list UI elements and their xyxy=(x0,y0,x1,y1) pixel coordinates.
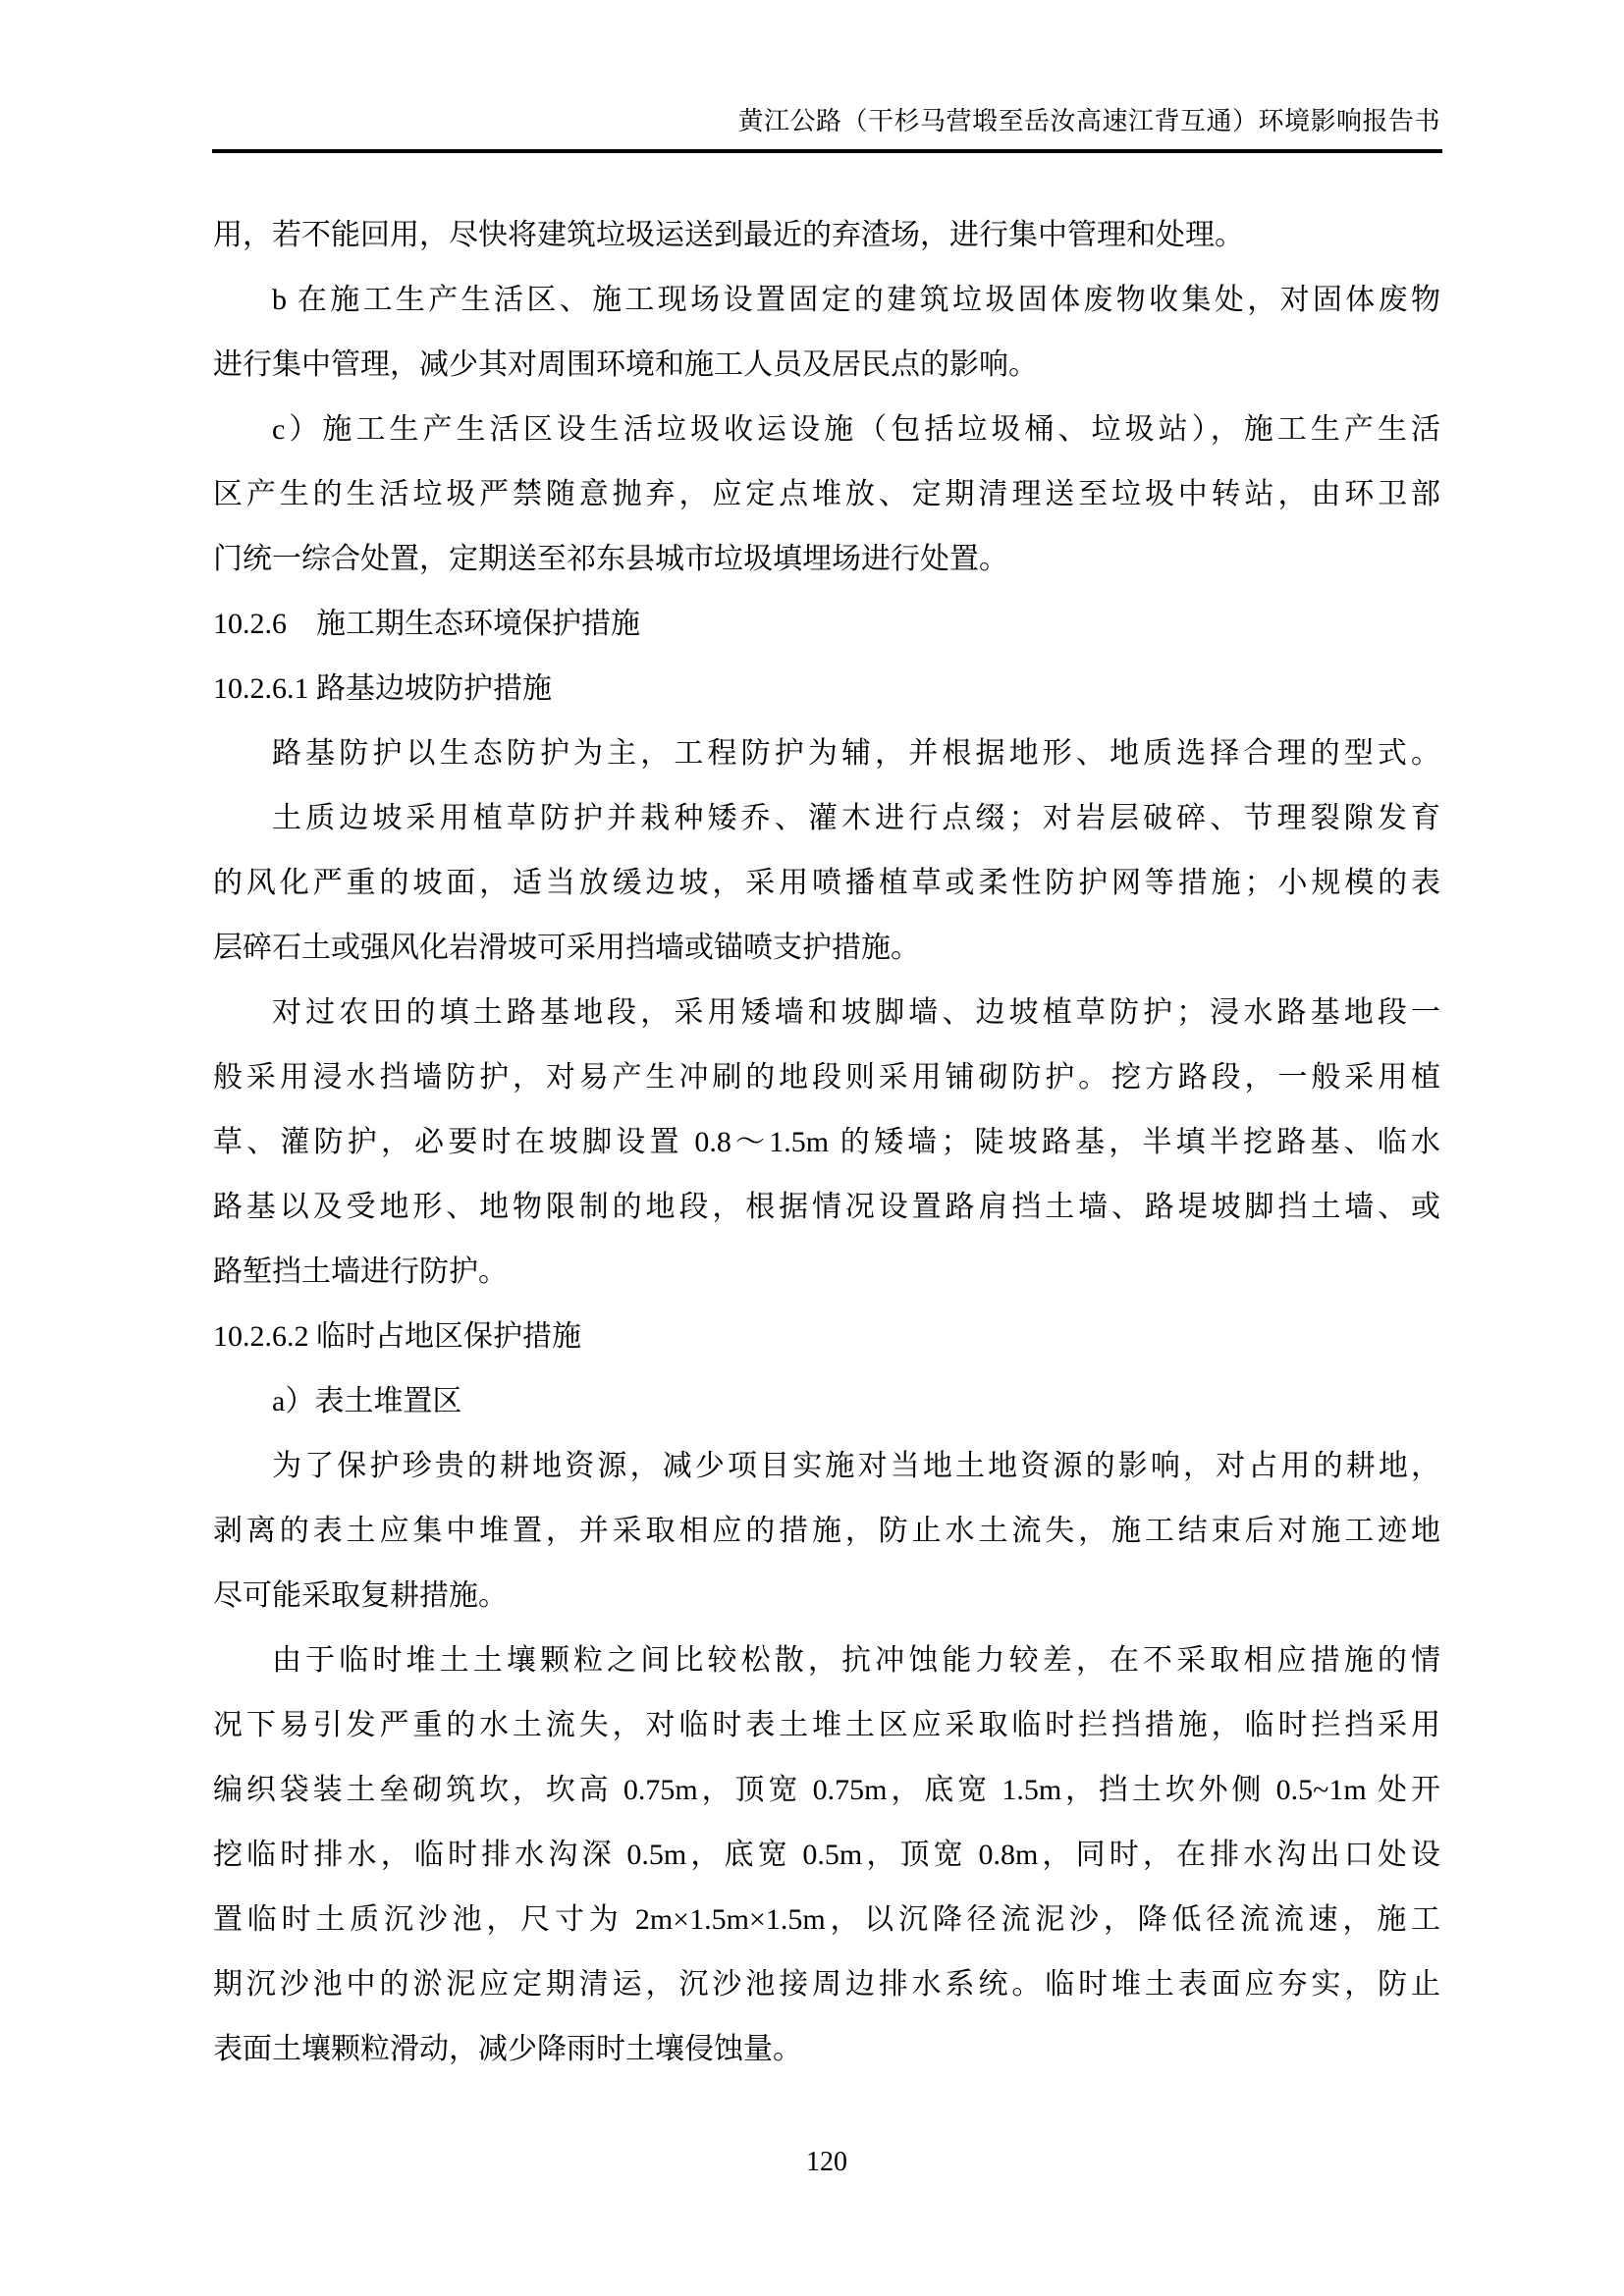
text-line: a）表土堆置区 xyxy=(272,1385,462,1417)
section-heading: 10.2.6 施工期生态环境保护措施 xyxy=(213,608,640,640)
text-line: 的风化严重的坡面，适当放缓边坡，采用喷播植草或柔性防护网等措施；小规模的表 xyxy=(213,867,1440,899)
text-line: 路基防护以生态防护为主，工程防护为辅，并根据地形、地质选择合理的型式。 xyxy=(272,737,1440,770)
text-line: 般采用浸水挡墙防护，对易产生冲刷的地段则采用铺砌防护。挖方路段，一般采用植 xyxy=(213,1061,1440,1094)
text-line: 层碎石土或强风化岩滑坡可采用挡墙或锚喷支护措施。 xyxy=(213,932,920,964)
document-body xyxy=(213,203,1440,2082)
text-line: 进行集中管理，减少其对周围环境和施工人员及居民点的影响。 xyxy=(213,348,1038,381)
text-line: 草、灌防护，必要时在坡脚设置 0.8～1.5m 的矮墙；陡坡路基，半填半挖路基、临水 xyxy=(213,1126,1440,1158)
section-heading: 10.2.6.2 临时占地区保护措施 xyxy=(213,1320,581,1353)
text-line: 由于临时堆土土壤颗粒之间比较松散，抗冲蚀能力较差，在不采取相应措施的情 xyxy=(272,1644,1440,1677)
text-line: 况下易引发严重的水土流失，对临时表土堆土区应采取临时拦挡措施，临时拦挡采用 xyxy=(213,1709,1440,1741)
text-line: 为了保护珍贵的耕地资源，减少项目实施对当地土地资源的影响，对占用的耕地， xyxy=(272,1450,1440,1482)
text-line: 用，若不能回用，尽快将建筑垃圾运送到最近的弃渣场，进行集中管理和处理。 xyxy=(213,219,1244,251)
text-line: 对过农田的填土路基地段，采用矮墙和坡脚墙、边坡植草防护；浸水路基地段一 xyxy=(272,996,1440,1029)
text-line: 路基以及受地形、地物限制的地段，根据情况设置路肩挡土墙、路堤坡脚挡土墙、或 xyxy=(213,1191,1440,1223)
text-line: 挖临时排水，临时排水沟深 0.5m，底宽 0.5m，顶宽 0.8m，同时，在排水沟出口处设 xyxy=(213,1839,1440,1871)
text-line: 置临时土质沉沙池，尺寸为 2m×1.5m×1.5m，以沉降径流泥沙，降低径流流速，施工 xyxy=(213,1903,1440,1936)
page-header-title: 黄江公路（干杉马营塅至岳汝高速江背互通）环境影响报告书 xyxy=(737,107,1440,135)
text-line: 区产生的生活垃圾严禁随意抛弃，应定点堆放、定期清理送至垃圾中转站，由环卫部 xyxy=(213,478,1440,510)
text-line: 表面土壤颗粒滑动，减少降雨时土壤侵蚀量。 xyxy=(213,2033,802,2065)
text-line: 剥离的表土应集中堆置，并采取相应的措施，防止水土流失，施工结束后对施工迹地 xyxy=(213,1515,1440,1547)
text-line: 期沉沙池中的淤泥应定期清运，沉沙池接周边排水系统。临时堆土表面应夯实，防止 xyxy=(213,1968,1440,2001)
page-number: 120 xyxy=(806,2147,847,2177)
section-heading: 10.2.6.1 路基边坡防护措施 xyxy=(213,672,552,705)
text-line: 土质边坡采用植草防护并栽种矮乔、灌木进行点缀；对岩层破碎、节理裂隙发育 xyxy=(272,802,1440,834)
header-rule xyxy=(212,149,1442,153)
text-line: 门统一综合处置，定期送至祁东县城市垃圾填埋场进行处置。 xyxy=(213,543,1008,575)
text-line: 路堑挡土墙进行防护。 xyxy=(213,1255,508,1288)
text-line: c）施工生产生活区设生活垃圾收运设施（包括垃圾桶、垃圾站），施工生产生活 xyxy=(272,413,1440,446)
text-line: 尽可能采取复耕措施。 xyxy=(213,1579,508,1612)
text-line: 编织袋装土垒砌筑坎，坎高 0.75m，顶宽 0.75m，底宽 1.5m，挡土坎外侧 0.5~1m 处开 xyxy=(213,1774,1440,1806)
text-line: b 在施工生产生活区、施工现场设置固定的建筑垃圾固体废物收集处，对固体废物 xyxy=(272,284,1440,316)
